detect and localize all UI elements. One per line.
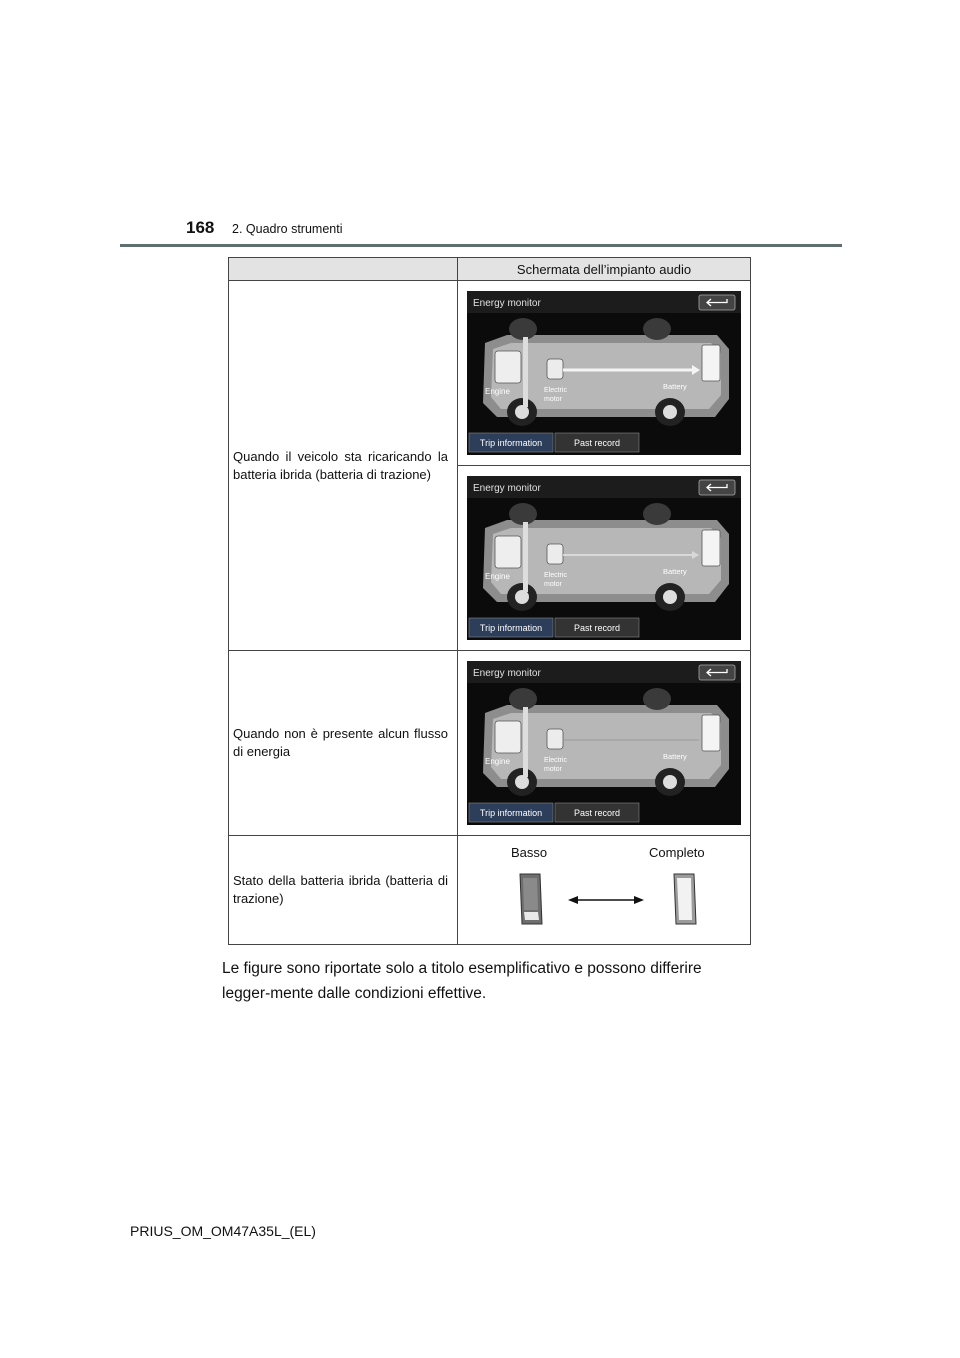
motor-label-line1: Electric	[544, 387, 567, 394]
rear-left-wheel-icon	[509, 688, 537, 710]
motor-label-line2: motor	[544, 766, 562, 773]
rear-left-wheel-icon	[509, 503, 537, 525]
electric-motor-icon	[547, 544, 563, 564]
battery-full-label: Completo	[649, 845, 705, 860]
row-label-no-flow: Quando non è presente alcun flusso di energia	[229, 651, 458, 836]
battery-icon	[702, 715, 720, 751]
section-title: 2. Quadro strumenti	[232, 222, 343, 236]
back-button[interactable]	[699, 295, 735, 310]
electric-motor-icon	[547, 359, 563, 379]
battery-state-cell	[458, 836, 751, 945]
engine-icon	[495, 721, 521, 753]
motor-label-line2: motor	[544, 396, 562, 403]
electric-motor-icon	[547, 729, 563, 749]
page-number: 168	[186, 218, 215, 237]
engine-label: Engine	[485, 572, 510, 581]
motor-label-line1: Electric	[544, 572, 567, 579]
rear-right-wheel-icon	[643, 318, 671, 340]
table-row	[229, 281, 751, 466]
battery-icon	[702, 530, 720, 566]
battery-full-icon	[674, 874, 696, 924]
screen-cell	[458, 466, 751, 651]
battery-label: Battery	[663, 752, 687, 761]
table-header-empty-cell	[229, 258, 458, 281]
table-row	[229, 651, 751, 836]
battery-low-label: Basso	[511, 845, 548, 860]
row-label-charging: Quando il veicolo sta ricaricando la batteria ibrida (batteria di trazione)	[229, 281, 458, 651]
trip-information-button[interactable]	[469, 618, 553, 637]
document-code: PRIUS_OM_OM47A35L_(EL)	[130, 1223, 316, 1239]
past-record-button[interactable]	[555, 618, 639, 637]
rear-left-wheel-icon	[509, 318, 537, 340]
column-header: Schermata dell’impianto audio	[516, 261, 692, 277]
past-record-button[interactable]	[555, 433, 639, 452]
energy-monitor-table	[228, 257, 751, 945]
screen-title: Energy monitor	[473, 668, 541, 679]
battery-scale	[510, 872, 700, 928]
energy-monitor-screen	[467, 476, 741, 640]
past-record-label: Past record	[573, 808, 621, 818]
battery-icon	[702, 345, 720, 381]
past-record-label: Past record	[573, 438, 621, 448]
screen-title: Energy monitor	[473, 483, 541, 494]
past-record-label: Past record	[573, 623, 621, 633]
table-row	[229, 836, 751, 945]
engine-icon	[495, 351, 521, 383]
battery-label: Battery	[663, 382, 687, 391]
engine-icon	[495, 536, 521, 568]
trip-information-button[interactable]	[469, 433, 553, 452]
trip-information-button[interactable]	[469, 803, 553, 822]
figure-caption: Le figure sono riportate solo a titolo esemplificativo e possono differire legger-mente dalle condizioni effettive.	[222, 960, 702, 1002]
row-label-battery-state: Stato della batteria ibrida (batteria di trazione)	[229, 836, 458, 945]
double-arrow-icon	[568, 896, 644, 904]
rear-right-wheel-icon	[643, 688, 671, 710]
energy-monitor-screen	[467, 661, 741, 825]
screen-cell	[458, 281, 751, 466]
trip-information-label: Trip information	[479, 623, 543, 633]
trip-information-label: Trip information	[479, 808, 543, 818]
engine-label: Engine	[485, 387, 510, 396]
header-rule	[120, 244, 842, 247]
back-button[interactable]	[699, 480, 735, 495]
trip-information-label: Trip information	[479, 438, 543, 448]
battery-label: Battery	[663, 567, 687, 576]
back-button[interactable]	[699, 665, 735, 680]
energy-monitor-screen	[467, 291, 741, 455]
past-record-button[interactable]	[555, 803, 639, 822]
motor-label-line1: Electric	[544, 757, 567, 764]
motor-label-line2: motor	[544, 581, 562, 588]
table-header-row	[229, 258, 751, 281]
battery-low-icon	[520, 874, 542, 924]
screen-title: Energy monitor	[473, 298, 541, 309]
engine-label: Engine	[485, 757, 510, 766]
screen-cell	[458, 651, 751, 836]
table-header-cell	[458, 258, 751, 281]
rear-right-wheel-icon	[643, 503, 671, 525]
